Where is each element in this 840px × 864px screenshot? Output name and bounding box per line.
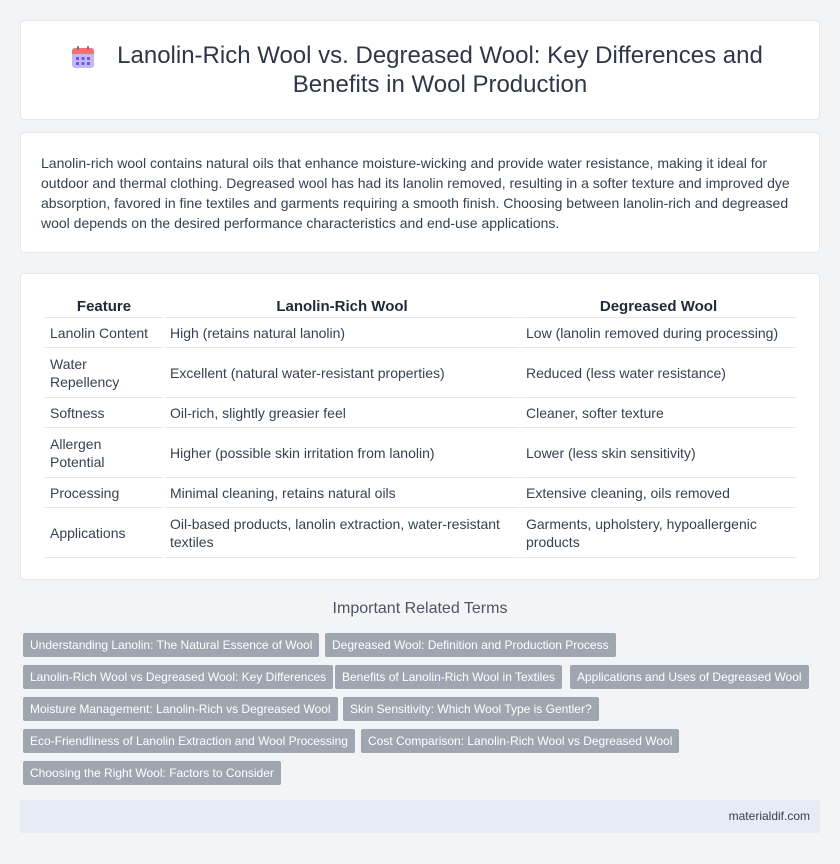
cell-lanolin-rich: High (retains natural lanolin) <box>165 318 519 348</box>
page-title: Lanolin-Rich Wool vs. Degreased Wool: Key Differences and Benefits in Wool Production <box>117 42 763 98</box>
related-term-tag[interactable]: Degreased Wool: Definition and Production Process <box>325 633 616 657</box>
comparison-table <box>43 296 798 558</box>
cell-feature: Softness <box>45 398 163 428</box>
table-header-row <box>45 296 796 318</box>
header-lanolin-rich: Lanolin-Rich Wool <box>165 296 519 318</box>
header-card <box>20 20 820 120</box>
related-term-tag[interactable]: Benefits of Lanolin-Rich Wool in Textiles <box>335 665 562 689</box>
cell-degreased: Reduced (less water resistance) <box>521 348 796 398</box>
cell-lanolin-rich: Minimal cleaning, retains natural oils <box>165 478 519 508</box>
cell-degreased: Extensive cleaning, oils removed <box>521 478 796 508</box>
related-terms-title: Important Related Terms <box>332 600 508 617</box>
cell-feature: Lanolin Content <box>45 318 163 348</box>
cell-feature: Water Repellency <box>45 348 163 398</box>
table-row <box>45 348 796 398</box>
related-term-tag[interactable]: Skin Sensitivity: Which Wool Type is Gentler? <box>343 697 599 721</box>
related-term-tag[interactable]: Understanding Lanolin: The Natural Essence of Wool <box>23 633 319 657</box>
intro-text: Lanolin-rich wool contains natural oils that enhance moisture-wicking and provide water resistance, making it ideal for outdoor and thermal clothing. Degreased wool has had its lanolin removed, resulting in a softer texture and improved dye absorption, favored in fine textiles and garments requiring a smooth finish. Choosing between lanolin-rich and degreased wool depends on the desired performance characteristics and end-use applications. <box>41 155 790 231</box>
calendar-icon <box>70 44 96 70</box>
comparison-table-card <box>20 273 820 580</box>
table-row <box>45 398 796 428</box>
cell-lanolin-rich: Oil-based products, lanolin extraction, water-resistant textiles <box>165 508 519 558</box>
table-row <box>45 428 796 478</box>
cell-lanolin-rich: Excellent (natural water-resistant properties) <box>165 348 519 398</box>
cell-feature: Processing <box>45 478 163 508</box>
related-term-tag[interactable]: Cost Comparison: Lanolin-Rich Wool vs Degreased Wool <box>361 729 679 753</box>
table-row <box>45 478 796 508</box>
cell-degreased: Low (lanolin removed during processing) <box>521 318 796 348</box>
table-row <box>45 318 796 348</box>
footer-site[interactable]: materialdif.com <box>728 809 810 823</box>
table-row <box>45 508 796 558</box>
header-feature: Feature <box>45 296 163 318</box>
related-term-tag[interactable]: Choosing the Right Wool: Factors to Consider <box>23 761 281 785</box>
cell-degreased: Garments, upholstery, hypoallergenic products <box>521 508 796 558</box>
cell-feature: Applications <box>45 508 163 558</box>
related-term-tag[interactable]: Eco-Friendliness of Lanolin Extraction and Wool Processing <box>23 729 355 753</box>
related-term-tag[interactable]: Lanolin-Rich Wool vs Degreased Wool: Key Differences <box>23 665 333 689</box>
header-degreased: Degreased Wool <box>521 296 796 318</box>
footer <box>20 800 820 833</box>
related-term-tag[interactable]: Applications and Uses of Degreased Wool <box>570 665 809 689</box>
cell-lanolin-rich: Higher (possible skin irritation from lanolin) <box>165 428 519 478</box>
related-term-tag[interactable]: Moisture Management: Lanolin-Rich vs Degreased Wool <box>23 697 338 721</box>
cell-lanolin-rich: Oil-rich, slightly greasier feel <box>165 398 519 428</box>
title-wrap <box>40 41 800 99</box>
cell-degreased: Lower (less skin sensitivity) <box>521 428 796 478</box>
intro-card <box>20 132 820 253</box>
cell-feature: Allergen Potential <box>45 428 163 478</box>
cell-degreased: Cleaner, softer texture <box>521 398 796 428</box>
